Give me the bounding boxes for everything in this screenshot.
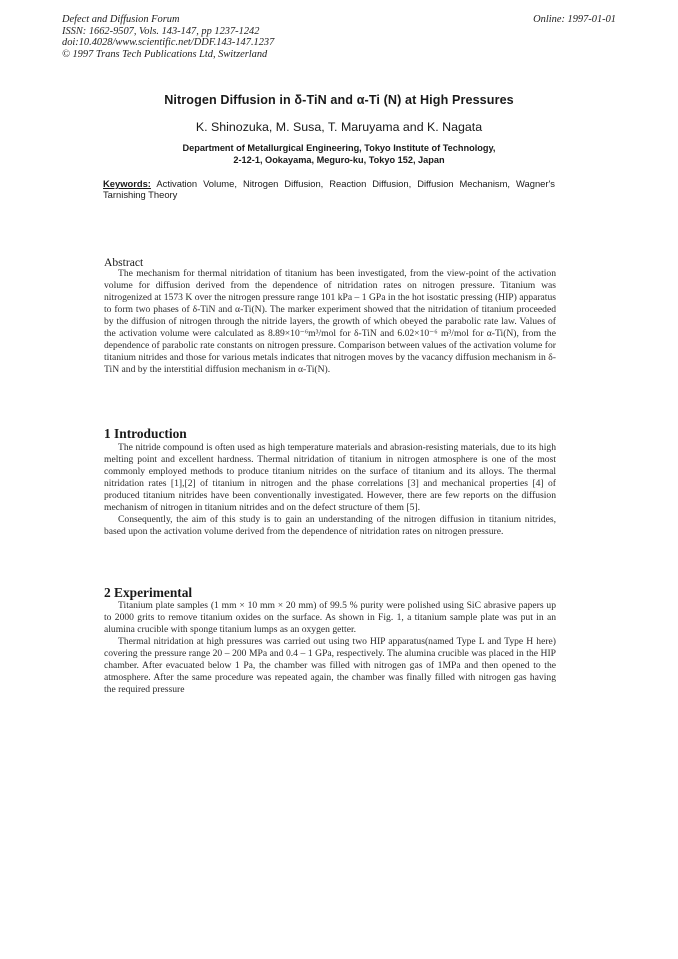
journal-header (62, 14, 442, 60)
section-heading-experimental: 2 Experimental (104, 585, 193, 600)
intro-paragraph: Consequently, the aim of this study is to gain an understanding of the nitrogen diffusion in titanium nitrides, based upon the activation volume derived from the dependence of nitridation rates on nitrogen pressure. (104, 514, 556, 537)
paper-title: Nitrogen Diffusion in δ-TiN and α-Ti (N) at High Pressures (164, 93, 514, 107)
author-list: K. Shinozuka, M. Susa, T. Maruyama and K. Nagata (195, 120, 483, 134)
affiliation-line-2: 2-12-1, Ookayama, Meguro-ku, Tokyo 152, Japan (233, 154, 445, 165)
section-heading-introduction: 1 Introduction (104, 426, 187, 441)
keywords-label: Keywords: (103, 178, 151, 189)
intro-paragraph: The nitride compound is often used as high temperature materials and abrasion-resisting materials, due to its high melting point and excellent hardness. Thermal nitridation of titanium in nitrogen atmosphere is one of the most commonly employed methods to produce titanium nitrides on the surface of titanium and its alloys. The thermal nitridation rates [1],[2] of titanium in nitrogen and the phase correlations [3] and mechanical properties [4] of produced titanium nitrides have been conventionally investigated. However, there are few reports on the diffusion mechanism of nitrogen in titanium nitrides and on the defect structure of them [5]. (104, 442, 556, 513)
copyright-line: © 1997 Trans Tech Publications Ltd, Switzerland (62, 48, 268, 60)
experimental-paragraph: Thermal nitridation at high pressures was carried out using two HIP apparatus(named Type L and Type H here) covering the pressure range 20 – 200 MPa and 0.4 – 1 GPa, respectively. The alumina crucible was placed in the HIP chamber. After evacuated below 1 Pa, the chamber was filled with nitrogen gas of 1MPa and then opened to the atmosphere. After the same procedure was repeated again, the chamber was finally filled with nitrogen gas having the required pressure (104, 636, 556, 695)
keywords (103, 178, 555, 201)
issn-line: ISSN: 1662-9507, Vols. 143-147, pp 1237-1242 (62, 25, 260, 37)
introduction-body (104, 442, 556, 538)
doi-line: doi:10.4028/www.scientific.net/DDF.143-147.1237 (62, 37, 275, 49)
experimental-paragraph: Titanium plate samples (1 mm × 10 mm × 20 mm) of 99.5 % purity were polished using SiC abrasive papers up to 2000 grits to remove titanium oxides on the surface. As shown in Fig. 1, a titanium sample plate was put in an alumina crucible with sponge titanium lumps as an oxygen getter. (104, 600, 556, 635)
abstract-paragraph: The mechanism for thermal nitridation of titanium has been investigated, from the view-point of the activation volume for diffusion derived from the dependence of nitridation rates on nitrogen pressure. Titanium was nitrogenized at 1573 K over the nitrogen pressure range 101 kPa – 1 GPa in the hot isostatic pressing (HIP) apparatus to form two phases of δ-TiN and α-Ti(N). The marker experiment showed that the nitridation of titanium proceeded by the diffusion of nitrogen through the nitride layers, the growth of which obeyed the parabolic rate law. Values of the activation volume were calculated as 8.89×10⁻⁶m³/mol for δ-TiN and 6.02×10⁻⁶ m³/mol for α-Ti(N), from the dependence of parabolic rate constants on nitrogen pressure. Comparison between values of the activation volume for titanium nitrides and those for various metals indicates that nitrogen moves by the vacancy diffusion mechanism in δ-TiN and by the interstitial diffusion mechanism in α-Ti(N). (104, 268, 556, 375)
keywords-text: Activation Volume, Nitrogen Diffusion, Reaction Diffusion, Diffusion Mechanism, Wagner's Tarnishing Theory (103, 178, 555, 201)
journal-name: Defect and Diffusion Forum (62, 14, 180, 25)
affiliation-line-1: Department of Metallurgical Engineering, Tokyo Institute of Technology, (182, 143, 496, 153)
affiliation (0, 143, 678, 166)
experimental-body (104, 600, 556, 696)
abstract-body (104, 268, 556, 376)
abstract-heading: Abstract (104, 256, 144, 269)
online-date: Online: 1997-01-01 (533, 14, 616, 25)
